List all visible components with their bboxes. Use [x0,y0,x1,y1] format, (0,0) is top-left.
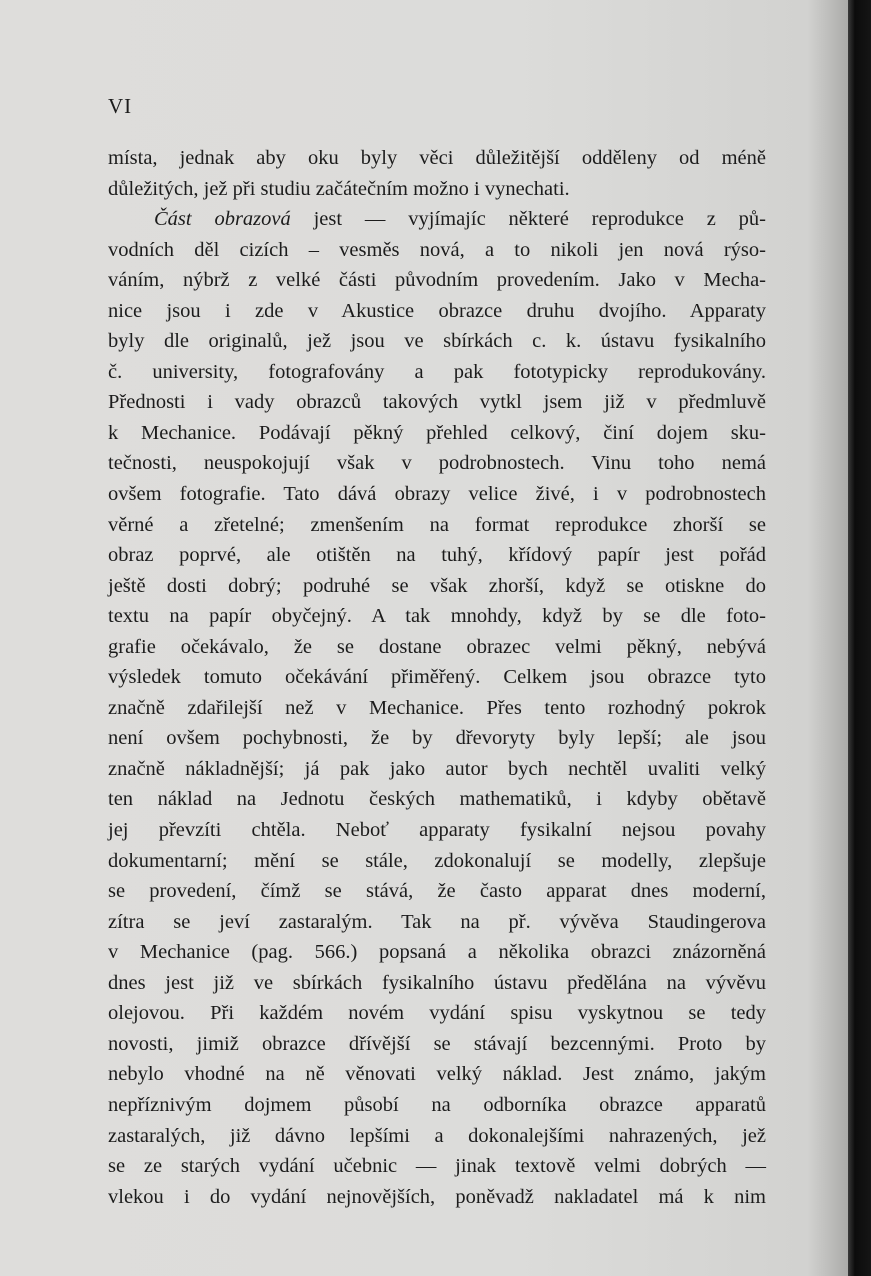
text-line: zítra se jeví zastaralým. Tak na př. vývěva Staudingerova [108,910,766,933]
text-line: se provedení, čímž se stává, že často apparat dnes moderní, [108,880,766,903]
text-line: č. university, fotografovány a pak fototypicky reprodukovány. [108,360,766,383]
text-line: k Mechanice. Podávají pěkný přehled celkový, činí dojem sku- [108,421,766,444]
text-line: místa, jednak aby oku byly věci důležitější odděleny od méně [108,147,766,169]
text-line: vlekou i do vydání nejnovějších, poněvadž nakladatel má k nim [108,1185,766,1208]
text-line: nepříznivým dojmem působí na odborníka obrazce apparatů [108,1093,766,1116]
text-line: není ovšem pochybnosti, že by dřevoryty byly lepší; ale jsou [108,727,766,750]
text-line: ten náklad na Jednotu českých mathematiků, i kdyby obětavě [108,788,766,811]
text-line: značně zdařilejší než v Mechanice. Přes tento rozhodný pokrok [108,696,766,719]
text-line: nebylo vhodné na ně věnovati velký náklad. Jest známo, jakým [108,1063,766,1086]
text-line: tečnosti, neuspokojují však v podrobnostech. Vinu toho nemá [108,452,766,475]
text-line: dokumentarní; mění se stále, zdokonalují se modelly, zlepšuje [108,849,766,872]
text-line: váním, nýbrž z velké části původním provedením. Jako v Mecha- [108,269,766,292]
text-line: Přednosti i vady obrazců takových vytkl jsem již v předmluvě [108,391,766,414]
body-text [108,143,766,1212]
text-line: zastaralých, již dávno lepšími a dokonalejšími nahrazených, jež [108,1124,766,1147]
text-line: značně nákladnější; já pak jako autor bych nechtěl uvaliti velký [108,757,766,780]
text-line: se ze starých vydání učebnic — jinak textově velmi dobrých — [108,1155,766,1178]
scan-edge-shadow [848,0,871,1276]
text-line: dnes jest již ve sbírkách fysikalního ústavu předělána na vývěvu [108,971,766,994]
text-segment: jest — vyjímajíc některé reprodukce z pů- [290,208,766,231]
page-number: VI [108,94,133,118]
text-line: obraz poprvé, ale otištěn na tuhý, křídový papír jest pořád [108,544,766,567]
text-line: ovšem fotografie. Tato dává obrazy velice živé, i v podrobnostech [108,483,766,506]
text-line: věrné a zřetelné; zmenšením na format reprodukce zhorší se [108,513,766,536]
text-line: ještě dosti dobrý; podruhé se však zhorší, když se otiskne do [108,574,766,597]
text-line: v Mechanice (pag. 566.) popsaná a několika obrazci znázorněná [108,941,766,964]
italic-term: Část obrazová [154,208,291,231]
text-line: grafie očekávalo, že se dostane obrazec velmi pěkný, nebývá [108,635,766,658]
text-line: byly dle originalů, jež jsou ve sbírkách c. k. ústavu fysikalního [108,330,766,353]
text-line: olejovou. Při každém novém vydání spisu vyskytnou se tedy [108,1002,766,1025]
text-line: výsledek tomuto očekávání přiměřený. Celkem jsou obrazce tyto [108,666,766,689]
text-line: důležitých, jež při studiu začátečním možno i vynechati. [108,177,570,200]
text-line: jej převzíti chtěla. Neboť apparaty fysikalní nejsou povahy [108,819,766,842]
text-line: vodních děl cizích – vesměs nová, a to nikoli jen nová rýso- [108,238,766,261]
text-line: novosti, jimiž obrazce dřívější se stávají bezcennými. Proto by [108,1032,766,1055]
text-line: textu na papír obyčejný. A tak mnohdy, když by se dle foto- [108,605,766,628]
text-line: nice jsou i zde v Akustice obrazce druhu dvojího. Apparaty [108,299,766,322]
text-line [108,204,766,235]
